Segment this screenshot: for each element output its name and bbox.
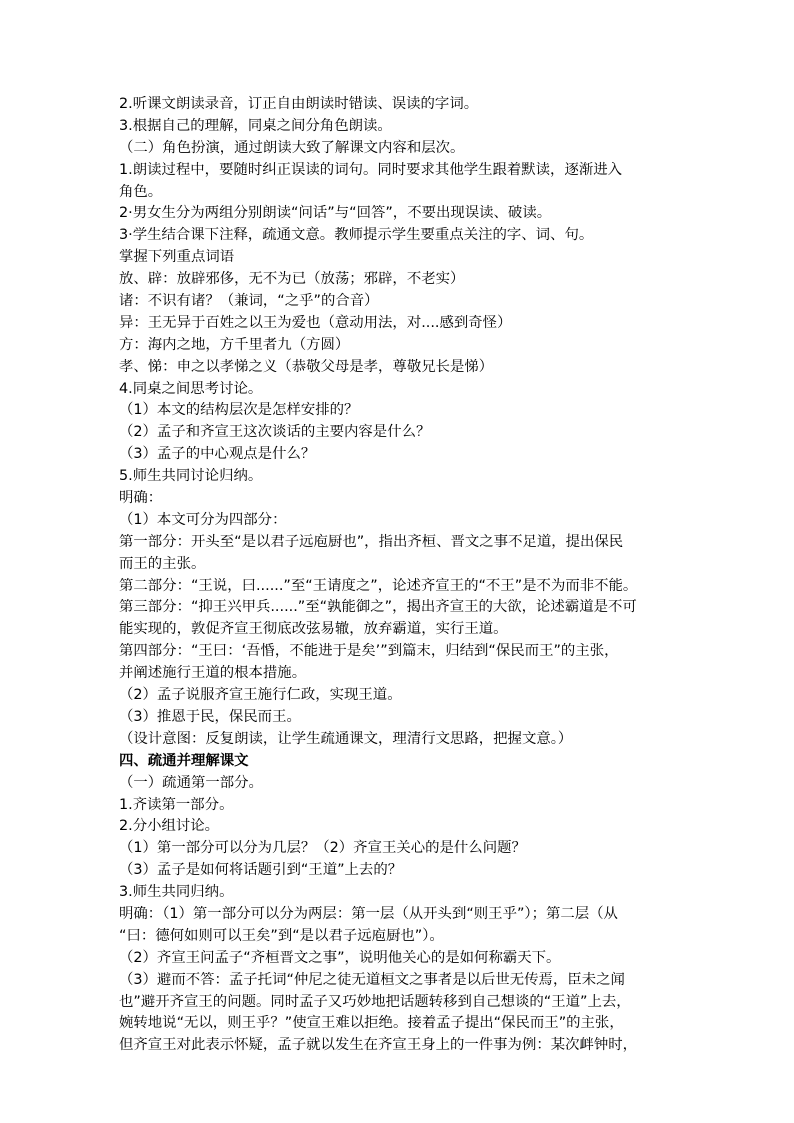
text-line: 并阐述施行王道的根本措施。: [119, 665, 307, 682]
text-line: 掌握下列重点词语: [119, 249, 235, 266]
text-line: （3）孟子是如何将话题引到“王道”上去的？: [119, 862, 403, 879]
text-line: （3）孟子的中心观点是什么？: [119, 446, 316, 463]
text-line: （3）避而不答：孟子托词“仲尼之徒无道桓文之事者是以后世无传焉，臣未之闻: [119, 971, 625, 988]
text-line: 婉转地说“无以，则王乎？”使宣王难以拒绝。接着孟子提出“保民而王”的主张，: [119, 1015, 624, 1032]
text-line: 3·学生结合课下注释，疏通文意。教师提示学生要重点关注的字、词、句。: [119, 227, 594, 244]
text-line: 方：海内之地，方千里者九（方圆）: [119, 336, 350, 353]
text-line: 诸：不识有诸？（兼词，“之乎”的合音）: [119, 293, 379, 310]
text-line: 第二部分：“王说，曰......”至“王请度之”，论述齐宣王的“不王”是不为而非不能。: [119, 577, 638, 594]
text-line: （设计意图：反复朗读，让学生疏通课文，理清行文思路，把握文意。）: [119, 730, 573, 747]
text-line: 2.听课文朗读录音，订正自由朗读时错读、误读的字词。: [119, 96, 479, 112]
text-line: 明确：（1）第一部分可以分为两层：第一层（从开头到“则王乎”）；第二层（从: [119, 905, 618, 922]
text-line: 第一部分：开头至“是以君子远庖厨也”，指出齐桓、晋文之事不足道，提出保民: [119, 533, 624, 550]
text-line: 2.分小组讨论。: [119, 818, 220, 835]
text-line: 而王的主张。: [119, 555, 206, 572]
text-line: 1.朗读过程中，要随时纠正误读的词句。同时要求其他学生跟着默读，逐渐进入: [119, 161, 623, 178]
text-line: 能实现的，敦促齐宣王彻底改弦易辙，放弃霸道，实行王道。: [119, 621, 508, 638]
text-line: 孝、悌：申之以孝悌之义（恭敬父母是孝，尊敬兄长是悌）: [119, 358, 494, 375]
text-line: （2）齐宣王问孟子“齐桓晋文之事”，说明他关心的是如何称霸天下。: [119, 949, 561, 966]
text-line: 1.齐读第一部分。: [119, 796, 234, 813]
text-line: （1）本文的结构层次是怎样安排的？: [119, 402, 359, 419]
text-line: （二）角色扮演，通过朗读大致了解课文内容和层次。: [119, 139, 465, 156]
text-line: （3）推恩于民，保民而王。: [119, 708, 301, 725]
text-line: 异：王无异于百姓之以王为爱也（意动用法，对....感到奇怪）: [119, 314, 512, 331]
text-line: 明确：: [119, 490, 163, 507]
text-line: （2）孟子说服齐宣王施行仁政，实现王道。: [119, 687, 402, 704]
text-line: 2·男女生分为两组分别朗读“问话”与“回答”，不要出现误读、破读。: [119, 205, 552, 222]
text-line: 3.根据自己的理解，同桌之间分角色朗读。: [119, 117, 392, 134]
text-line: （1）第一部分可以分为几层？（2）齐宣王关心的是什么问题？: [119, 840, 526, 857]
text-line: 3.师生共同归纳。: [119, 884, 234, 901]
text-line: 4.同桌之间思考讨论。: [119, 380, 263, 397]
text-line: 角色。: [119, 183, 163, 200]
text-line: 5.师生共同讨论归纳。: [119, 468, 263, 485]
text-line: 第三部分：“抑王兴甲兵......”至“孰能御之”，揭出齐宣王的大欲，论述霸道是不可: [119, 599, 637, 616]
text-line: “曰：德何如则可以王矣”到“是以君子远庖厨也”）。: [119, 927, 444, 944]
document-body: [119, 94, 684, 1057]
text-line: （1）本文可分为四部分：: [119, 511, 287, 528]
text-line: 放、辟：放辟邪侈，无不为已（放荡；邪辟，不老实）: [119, 271, 465, 288]
text-line: （2）孟子和齐宣王这次谈话的主要内容是什么？: [119, 424, 431, 441]
text-line: （一）疏通第一部分。: [119, 774, 263, 791]
text-line: 第四部分：“王曰：‘吾惛，不能进于是矣’”到篇末，归结到“保民而王”的主张，: [119, 643, 619, 660]
text-line: 但齐宣王对此表示怀疑，孟子就以发生在齐宣王身上的一件事为例：某次衅钟时，: [119, 1037, 638, 1054]
section-heading: 四、疏通并理解课文: [119, 752, 249, 769]
text-line: 也”避开齐宣王的问题。同时孟子又巧妙地把话题转移到自己想谈的“王道”上去，: [119, 993, 631, 1010]
